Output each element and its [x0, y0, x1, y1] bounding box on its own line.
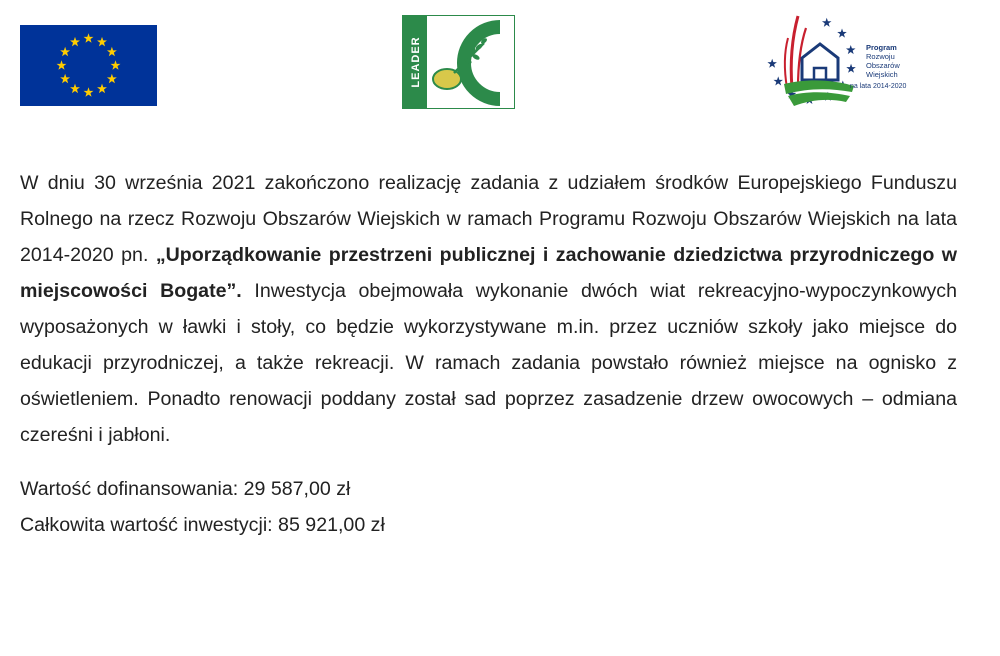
project-name: „Uporządkowanie przestrzeni publicznej i zachowanie dziedzictwa przyrodniczego w miejscowości Bogate”.	[20, 244, 958, 302]
prow-line3: Obszarów	[866, 61, 900, 70]
prow-star-icon	[767, 59, 777, 68]
prow-line2: Rozwoju	[866, 52, 895, 61]
prow-logo-text	[866, 43, 900, 79]
logo-bar	[0, 0, 1000, 120]
prow-line4: Wiejskich	[866, 70, 898, 79]
leader-logo-icon	[402, 15, 515, 109]
prow-logo-years: na lata 2014-2020	[850, 83, 907, 90]
prow-star-icon	[773, 76, 783, 85]
prow-star-icon	[822, 18, 832, 27]
article-intro: W dniu 30 września 2021 zakończono realizację zadania z udziałem środków Europejskiego Funduszu Rolnego na rzecz Rozwoju Obszarów Wiejskich w ramach Programu Rozwoju Obszarów Wiejskich na lata 2014-2020 pn.	[20, 172, 957, 266]
prow-star-icon	[846, 45, 856, 54]
values-block	[20, 471, 957, 543]
prow-logo-icon	[754, 8, 864, 112]
eu-flag-icon	[20, 25, 157, 106]
prow-line1: Program	[866, 43, 897, 52]
prow-logo	[754, 8, 914, 112]
funding-value: Wartość dofinansowania: 29 587,00 zł	[20, 478, 351, 500]
article-body: Inwestycja obejmowała wykonanie dwóch wiat rekreacyjno-wypoczynkowych wyposażonych w ławki i stoły, co będzie wykorzystywane m.in. przez uczniów szkoły jako miejsce do edukacji przyrodniczej, a także rekreacji. W ramach zadania powstało również miejsce na ognisko z oświetleniem. Ponadto renowacji poddany został sad poprzez zasadzenie drzew owocowych – odmiana czereśni i jabłoni.	[20, 280, 957, 446]
leader-logo-text: LEADER	[410, 36, 422, 88]
prow-star-icon	[846, 64, 856, 73]
total-investment-value: Całkowita wartość inwestycji: 85 921,00 zł	[20, 514, 385, 536]
article-paragraph	[20, 165, 957, 453]
article-content	[20, 165, 957, 543]
prow-star-icon	[837, 29, 847, 38]
